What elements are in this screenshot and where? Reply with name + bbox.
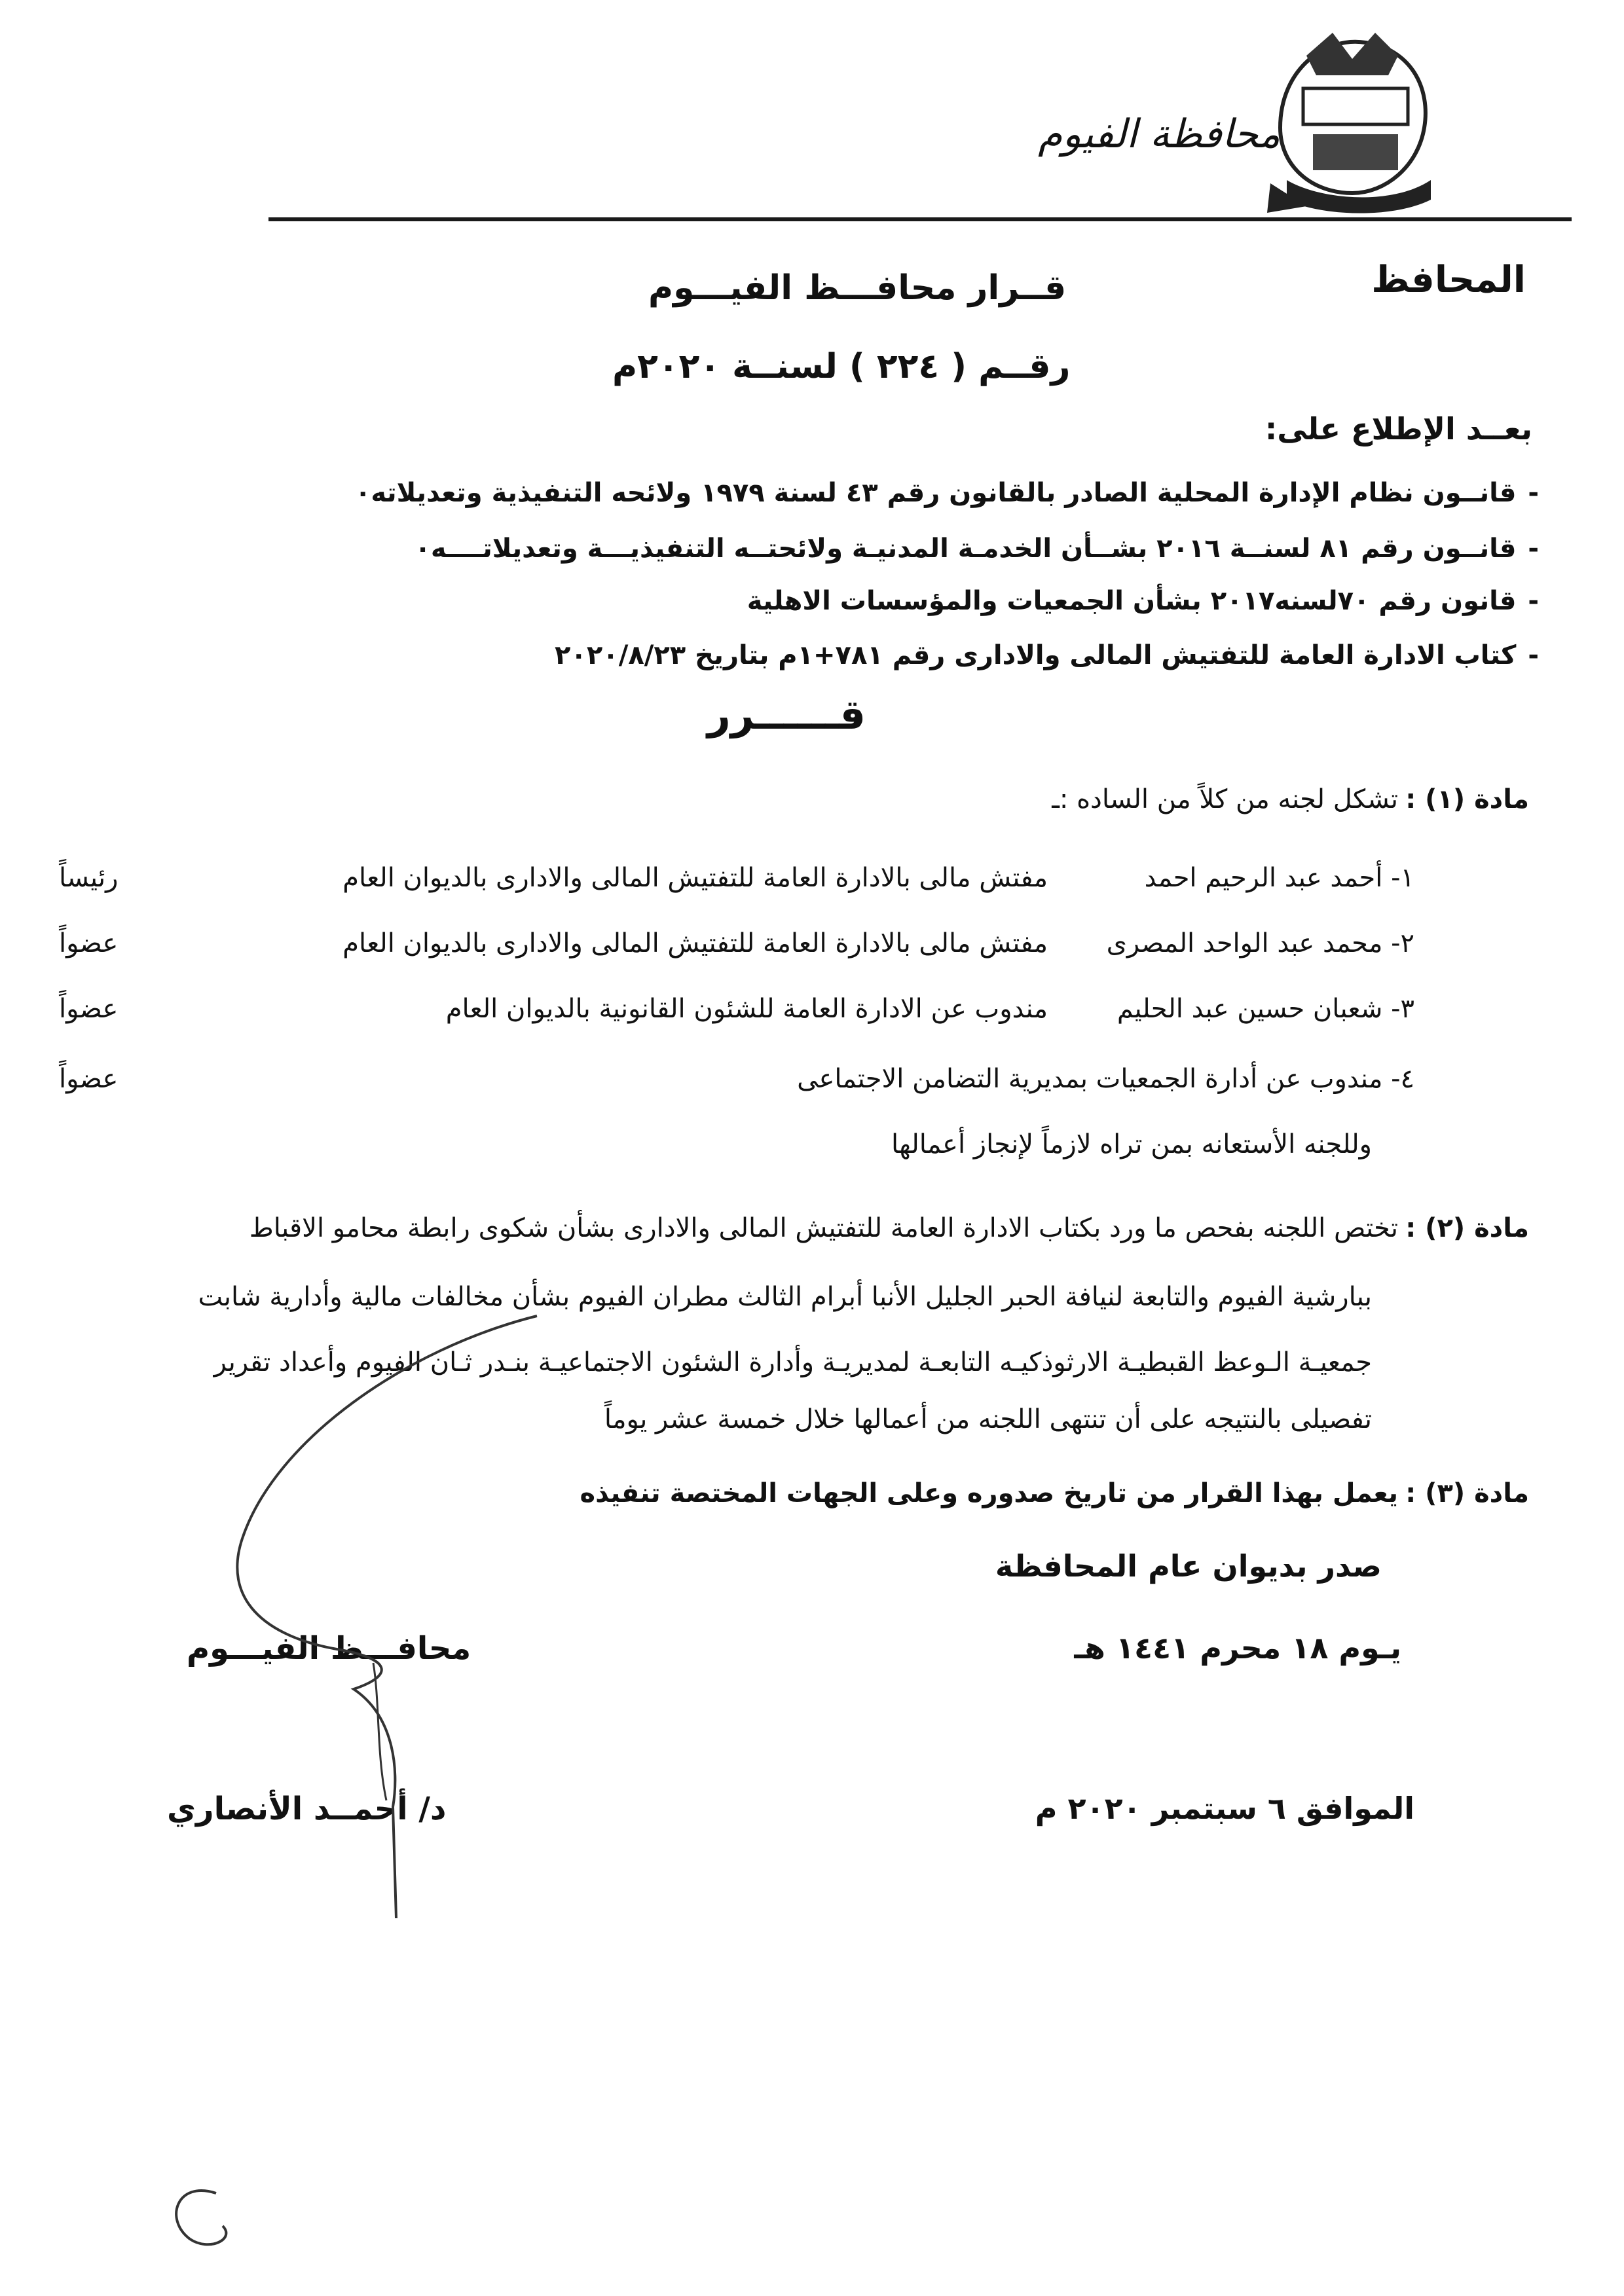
member-position: مندوب عن الادارة العامة للشئون القانونية بالديوان العام [445, 994, 1048, 1024]
article-2-line: جمعيـة الـوعظ القبطيـة الارثوذكيـه التابعـة لمديريـة وأدارة الشئون الاجتماعيـة بنـدر ثـان الفيوم وأعداد تقرير [213, 1347, 1372, 1377]
member-position: مفتش مالى بالادارة العامة للتفتيش المالى والادارى بالديوان العام [342, 928, 1048, 958]
issuer-heading: المحافظ [1371, 259, 1526, 301]
issued-at: صدر بديوان عام المحافظة [995, 1548, 1382, 1584]
member-name: ٣- شعبان حسين عبد الحليم [1116, 994, 1414, 1024]
reference-item: -قانــون رقم ٨١ لسنــة ٢٠١٦ بشــأن الخدمـة المدنيـة ولائحتــه التنفيذيـــة وتعديلاتــــه٠ [415, 534, 1539, 564]
article-1-label: مادة (١) : [1405, 784, 1529, 814]
reference-item: -قانــون نظام الإدارة المحلية الصادر بالقانون رقم ٤٣ لسنة ١٩٧٩ ولائحه التنفيذية وتعديلاته٠ [354, 478, 1539, 508]
gregorian-date: الموافق ٦ سبتمبر ٢٠٢٠ م [1035, 1791, 1414, 1826]
hijri-date: يـوم ١٨ محرم ١٤٤١ هـ [1074, 1630, 1401, 1666]
article-2-line: ببارشية الفيوم والتابعة لنيافة الحبر الجليل الأنبا أبرام الثالث مطران الفيوم بشأن مخالفات مالية وأدارية شابت [198, 1282, 1372, 1312]
decree-number: رقــم ( ٢٢٤ ) لسنــة ٢٠٢٠م [612, 347, 1071, 386]
article-1-text: تشكل لجنه من كلاً من الساده :ـ [1052, 784, 1398, 814]
member-role: عضواً [59, 928, 119, 958]
reference-text: قانــون رقم ٨١ لسنــة ٢٠١٦ بشــأن الخدمـة المدنيـة ولائحتــه التنفيذيـــة وتعديلاتــــه٠ [415, 534, 1517, 564]
governorate-name: محافظة الفيوم [1038, 111, 1280, 157]
member-role: عضواً [59, 1064, 119, 1094]
reference-text: قانون رقم ٧٠لسنه٢٠١٧ بشأن الجمعيات والمؤسسات الاهلية [747, 586, 1517, 616]
member-name: ١- أحمد عبد الرحيم احمد [1144, 863, 1414, 893]
reference-text: قانــون نظام الإدارة المحلية الصادر بالقانون رقم ٤٣ لسنة ١٩٧٩ ولائحه التنفيذية وتعديلاته٠ [354, 478, 1517, 508]
member-role: رئيساً [59, 863, 119, 893]
decided-heading: قــــــرر [707, 691, 866, 738]
reference-item: -قانون رقم ٧٠لسنه٢٠١٧ بشأن الجمعيات والمؤسسات الاهلية [747, 586, 1539, 616]
reference-item: -كتاب الادارة العامة للتفتيش المالى والادارى رقم ٧٨١+١م بتاريخ ٢٠٢٠/٨/٢٣ [555, 640, 1539, 670]
member-name: ٤- مندوب عن أدارة الجمعيات بمديرية التضامن الاجتماعى [797, 1064, 1414, 1094]
article-2-line: تختص اللجنه بفحص ما ورد بكتاب الادارة العامة للتفتيش المالى والادارى بشأن شكوى رابطة محامو الاقباط [249, 1213, 1398, 1243]
decree-title: قــرار محافـــظ الفيـــوم [648, 268, 1067, 308]
reference-text: كتاب الادارة العامة للتفتيش المالى والادارى رقم ٧٨١+١م بتاريخ ٢٠٢٠/٨/٢٣ [555, 640, 1517, 670]
governor-name: د/ أحمــد الأنصاري [167, 1791, 447, 1827]
article-1-closing: وللجنه الأستعانه بمن تراه لازماً لإنجاز أعمالها [891, 1129, 1372, 1159]
article-3-text: يعمل بهذا القرار من تاريخ صدوره وعلى الجهات المختصة تنفيذه [580, 1478, 1398, 1508]
member-role: عضواً [59, 994, 119, 1024]
article-2-label: مادة (٢) : [1405, 1213, 1529, 1243]
preamble: بعــد الإطلاع على: [1264, 411, 1532, 446]
member-position: مفتش مالى بالادارة العامة للتفتيش المالى والادارى بالديوان العام [342, 863, 1048, 893]
member-name: ٢- محمد عبد الواحد المصرى [1106, 928, 1414, 958]
article-2-line: تفصيلى بالنتيجه على أن تنتهى اللجنه من أعمالها خلال خمسة عشر يوماً [604, 1404, 1372, 1434]
article-3-label: مادة (٣) : [1405, 1478, 1529, 1508]
governor-title: محافـــظ الفيـــوم [187, 1630, 471, 1667]
